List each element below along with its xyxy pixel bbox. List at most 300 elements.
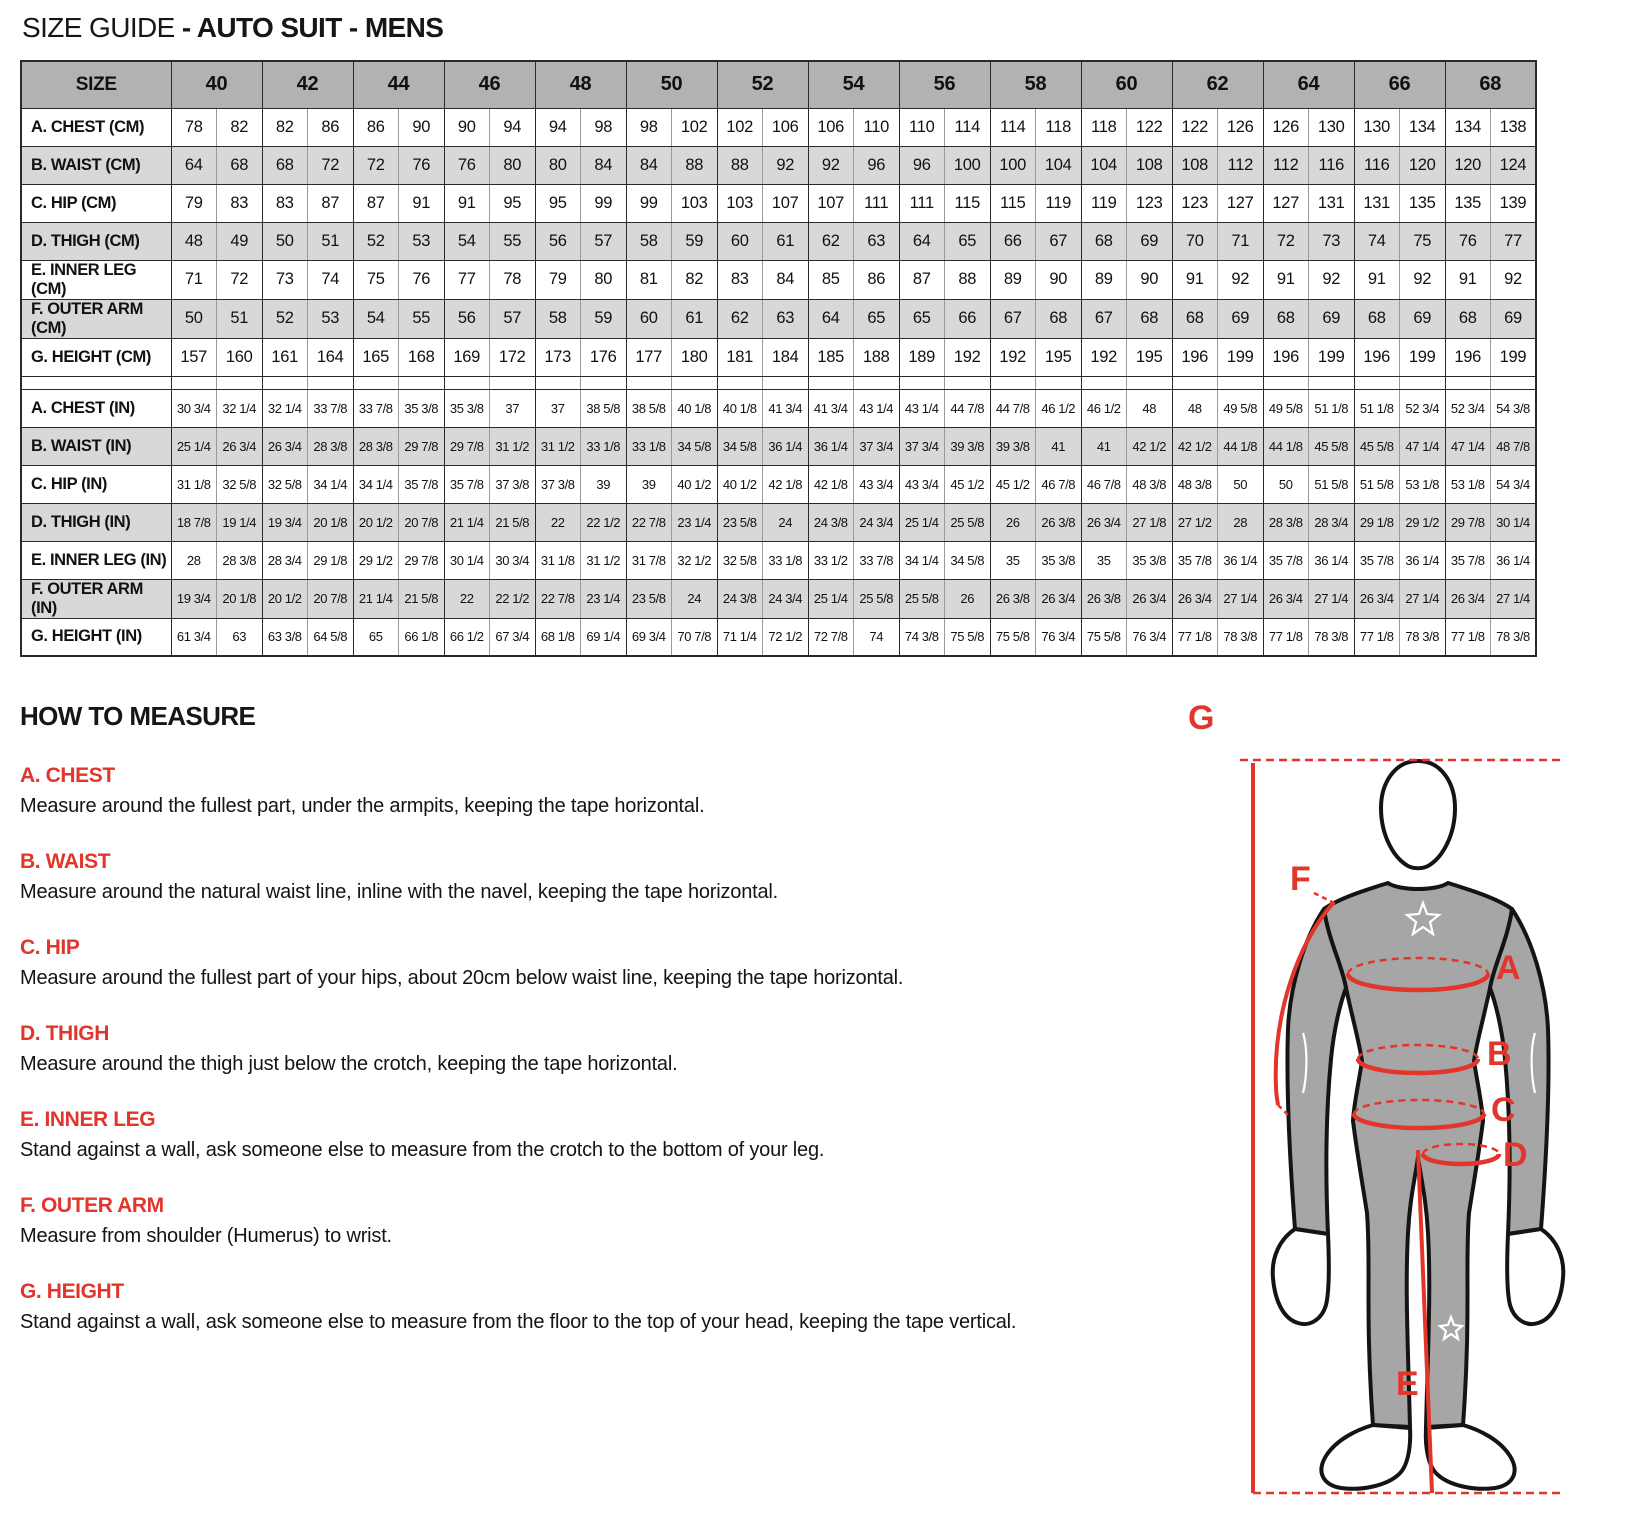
size-cell: 90 bbox=[399, 108, 445, 146]
size-cell: 37 3/8 bbox=[535, 465, 581, 503]
size-cell: 43 1/4 bbox=[899, 389, 945, 427]
size-cell: 107 bbox=[808, 184, 854, 222]
size-cell: 169 bbox=[444, 338, 490, 376]
size-header: 48 bbox=[535, 61, 626, 108]
table-row bbox=[21, 503, 1536, 541]
size-cell: 28 3/8 bbox=[217, 541, 263, 579]
size-cell: 35 7/8 bbox=[444, 465, 490, 503]
size-cell: 26 3/4 bbox=[1081, 503, 1127, 541]
measure-item-label: C. HIP bbox=[20, 936, 80, 959]
size-cell: 26 3/4 bbox=[1354, 579, 1400, 618]
size-cell: 180 bbox=[672, 338, 718, 376]
size-cell: 36 1/4 bbox=[763, 427, 809, 465]
size-cell: 26 3/4 bbox=[1172, 579, 1218, 618]
size-cell: 61 bbox=[763, 222, 809, 260]
spacer-cell bbox=[854, 376, 900, 389]
size-cell: 41 3/4 bbox=[808, 389, 854, 427]
size-cell: 19 3/4 bbox=[262, 503, 308, 541]
size-cell: 26 3/8 bbox=[1081, 579, 1127, 618]
size-cell: 74 bbox=[308, 260, 354, 299]
size-cell: 69 bbox=[1218, 299, 1264, 338]
size-header: 54 bbox=[808, 61, 899, 108]
size-cell: 26 bbox=[990, 503, 1036, 541]
size-cell: 69 3/4 bbox=[626, 618, 672, 656]
size-cell: 39 bbox=[581, 465, 627, 503]
size-cell: 184 bbox=[763, 338, 809, 376]
table-header-row bbox=[21, 61, 1536, 108]
figure-right-foot bbox=[1425, 1425, 1514, 1489]
size-cell: 27 1/8 bbox=[1127, 503, 1173, 541]
size-cell: 25 5/8 bbox=[945, 503, 991, 541]
spacer-cell bbox=[217, 376, 263, 389]
size-cell: 43 3/4 bbox=[899, 465, 945, 503]
size-cell: 165 bbox=[353, 338, 399, 376]
size-cell: 108 bbox=[1127, 146, 1173, 184]
size-cell: 192 bbox=[945, 338, 991, 376]
size-cell: 88 bbox=[672, 146, 718, 184]
size-cell: 31 1/8 bbox=[171, 465, 217, 503]
size-cell: 81 bbox=[626, 260, 672, 299]
size-cell: 127 bbox=[1263, 184, 1309, 222]
size-cell: 116 bbox=[1354, 146, 1400, 184]
size-cell: 96 bbox=[854, 146, 900, 184]
figure-right-hand bbox=[1507, 1229, 1563, 1324]
size-cell: 54 3/4 bbox=[1491, 465, 1537, 503]
size-cell: 69 bbox=[1400, 299, 1446, 338]
measure-item-text: Measure from shoulder (Humerus) to wrist. bbox=[20, 1225, 392, 1247]
size-cell: 67 bbox=[1036, 222, 1082, 260]
spacer-cell bbox=[1491, 376, 1537, 389]
size-cell: 32 1/4 bbox=[217, 389, 263, 427]
size-cell: 53 bbox=[308, 299, 354, 338]
size-cell: 111 bbox=[899, 184, 945, 222]
measurement-figure bbox=[1176, 687, 1626, 1497]
spacer-cell bbox=[1172, 376, 1218, 389]
size-cell: 63 bbox=[217, 618, 263, 656]
measure-item-inner-leg bbox=[20, 1108, 1176, 1162]
size-cell: 33 7/8 bbox=[308, 389, 354, 427]
spacer-cell bbox=[535, 376, 581, 389]
measure-item-chest bbox=[20, 764, 1176, 818]
size-cell: 51 5/8 bbox=[1354, 465, 1400, 503]
size-cell: 79 bbox=[171, 184, 217, 222]
size-cell: 40 1/2 bbox=[672, 465, 718, 503]
size-cell: 116 bbox=[1309, 146, 1355, 184]
size-cell: 43 3/4 bbox=[854, 465, 900, 503]
size-cell: 177 bbox=[626, 338, 672, 376]
size-cell: 83 bbox=[717, 260, 763, 299]
size-cell: 20 1/8 bbox=[217, 579, 263, 618]
size-cell: 119 bbox=[1081, 184, 1127, 222]
spacer-cell bbox=[1081, 376, 1127, 389]
size-cell: 69 bbox=[1491, 299, 1537, 338]
size-cell: 27 1/4 bbox=[1491, 579, 1537, 618]
size-cell: 52 3/4 bbox=[1400, 389, 1446, 427]
size-cell: 176 bbox=[581, 338, 627, 376]
size-cell: 39 3/8 bbox=[945, 427, 991, 465]
figure-label-f: F bbox=[1289, 860, 1311, 898]
size-cell: 82 bbox=[262, 108, 308, 146]
size-cell: 76 bbox=[1445, 222, 1491, 260]
size-cell: 75 5/8 bbox=[1081, 618, 1127, 656]
size-cell: 33 7/8 bbox=[854, 541, 900, 579]
measure-item-label: B. WAIST bbox=[20, 850, 111, 873]
size-cell: 28 bbox=[1218, 503, 1264, 541]
page-title bbox=[22, 12, 1626, 44]
size-cell: 58 bbox=[535, 299, 581, 338]
size-cell: 86 bbox=[353, 108, 399, 146]
size-cell: 23 5/8 bbox=[626, 579, 672, 618]
size-cell: 42 1/2 bbox=[1127, 427, 1173, 465]
size-cell: 52 bbox=[353, 222, 399, 260]
size-cell: 20 7/8 bbox=[308, 579, 354, 618]
size-cell: 39 3/8 bbox=[990, 427, 1036, 465]
size-cell: 89 bbox=[1081, 260, 1127, 299]
size-cell: 114 bbox=[945, 108, 991, 146]
size-cell: 33 1/2 bbox=[808, 541, 854, 579]
size-cell: 172 bbox=[490, 338, 536, 376]
size-cell: 41 bbox=[1036, 427, 1082, 465]
size-cell: 72 bbox=[1263, 222, 1309, 260]
size-cell: 92 bbox=[1491, 260, 1537, 299]
size-cell: 29 1/2 bbox=[353, 541, 399, 579]
figure-label-g: G bbox=[1187, 699, 1215, 737]
size-header: 42 bbox=[262, 61, 353, 108]
size-cell: 70 7/8 bbox=[672, 618, 718, 656]
size-cell: 29 7/8 bbox=[1445, 503, 1491, 541]
size-cell: 26 3/8 bbox=[1036, 503, 1082, 541]
size-cell: 23 5/8 bbox=[717, 503, 763, 541]
size-cell: 56 bbox=[535, 222, 581, 260]
how-to-measure-heading: HOW TO MEASURE bbox=[20, 701, 256, 731]
size-cell: 196 bbox=[1445, 338, 1491, 376]
size-cell: 23 1/4 bbox=[581, 579, 627, 618]
size-cell: 126 bbox=[1218, 108, 1264, 146]
size-cell: 54 bbox=[444, 222, 490, 260]
row-label: E. INNER LEG (CM) bbox=[21, 260, 171, 299]
size-cell: 112 bbox=[1263, 146, 1309, 184]
spacer-cell bbox=[763, 376, 809, 389]
lower-section bbox=[20, 687, 1626, 1497]
size-cell: 68 bbox=[1263, 299, 1309, 338]
size-cell: 77 1/8 bbox=[1445, 618, 1491, 656]
size-cell: 48 7/8 bbox=[1491, 427, 1537, 465]
size-cell: 35 bbox=[1081, 541, 1127, 579]
size-cell: 31 7/8 bbox=[626, 541, 672, 579]
size-cell: 63 bbox=[854, 222, 900, 260]
size-cell: 50 bbox=[1263, 465, 1309, 503]
size-cell: 98 bbox=[581, 108, 627, 146]
size-cell: 119 bbox=[1036, 184, 1082, 222]
size-cell: 75 bbox=[1400, 222, 1446, 260]
size-corner-header: SIZE bbox=[21, 61, 171, 108]
size-cell: 78 3/8 bbox=[1400, 618, 1446, 656]
measure-item-text: Measure around the fullest part of your hips, about 20cm below waist line, keeping the tape horizontal. bbox=[20, 967, 904, 989]
size-cell: 107 bbox=[763, 184, 809, 222]
size-cell: 42 1/2 bbox=[1172, 427, 1218, 465]
size-cell: 68 bbox=[1172, 299, 1218, 338]
size-cell: 22 1/2 bbox=[581, 503, 627, 541]
size-cell: 68 bbox=[1127, 299, 1173, 338]
row-label: A. CHEST (CM) bbox=[21, 108, 171, 146]
size-cell: 60 bbox=[626, 299, 672, 338]
size-cell: 72 bbox=[353, 146, 399, 184]
size-cell: 25 5/8 bbox=[899, 579, 945, 618]
measure-item-thigh bbox=[20, 1022, 1176, 1076]
size-cell: 34 5/8 bbox=[945, 541, 991, 579]
size-cell: 77 1/8 bbox=[1172, 618, 1218, 656]
size-cell: 33 1/8 bbox=[763, 541, 809, 579]
size-cell: 31 1/8 bbox=[535, 541, 581, 579]
size-cell: 85 bbox=[808, 260, 854, 299]
size-cell: 120 bbox=[1445, 146, 1491, 184]
size-cell: 65 bbox=[854, 299, 900, 338]
size-cell: 92 bbox=[808, 146, 854, 184]
size-cell: 86 bbox=[854, 260, 900, 299]
spacer-cell bbox=[1218, 376, 1264, 389]
size-cell: 66 1/2 bbox=[444, 618, 490, 656]
size-cell: 89 bbox=[990, 260, 1036, 299]
how-to-measure-section bbox=[20, 687, 1176, 1497]
size-cell: 66 bbox=[945, 299, 991, 338]
size-cell: 88 bbox=[717, 146, 763, 184]
size-cell: 192 bbox=[1081, 338, 1127, 376]
size-header: 40 bbox=[171, 61, 262, 108]
size-cell: 134 bbox=[1445, 108, 1491, 146]
size-cell: 67 bbox=[1081, 299, 1127, 338]
size-cell: 40 1/2 bbox=[717, 465, 763, 503]
size-cell: 90 bbox=[1036, 260, 1082, 299]
size-cell: 103 bbox=[717, 184, 763, 222]
size-cell: 196 bbox=[1172, 338, 1218, 376]
size-cell: 100 bbox=[990, 146, 1036, 184]
size-cell: 74 bbox=[1354, 222, 1400, 260]
size-cell: 114 bbox=[990, 108, 1036, 146]
size-cell: 69 bbox=[1309, 299, 1355, 338]
size-cell: 22 7/8 bbox=[535, 579, 581, 618]
size-cell: 185 bbox=[808, 338, 854, 376]
size-cell: 196 bbox=[1354, 338, 1400, 376]
size-cell: 32 5/8 bbox=[717, 541, 763, 579]
size-cell: 20 1/8 bbox=[308, 503, 354, 541]
size-cell: 40 1/8 bbox=[672, 389, 718, 427]
size-cell: 57 bbox=[581, 222, 627, 260]
size-cell: 76 bbox=[444, 146, 490, 184]
size-cell: 51 1/8 bbox=[1309, 389, 1355, 427]
size-header: 44 bbox=[353, 61, 444, 108]
spacer-row bbox=[21, 376, 1536, 389]
size-cell: 65 bbox=[899, 299, 945, 338]
spacer-cell bbox=[1354, 376, 1400, 389]
figure-label-c: C bbox=[1490, 1091, 1516, 1129]
size-header: 66 bbox=[1354, 61, 1445, 108]
size-cell: 104 bbox=[1081, 146, 1127, 184]
spacer-cell bbox=[21, 376, 171, 389]
figure-left-arm bbox=[1287, 909, 1346, 1234]
size-cell: 72 7/8 bbox=[808, 618, 854, 656]
size-cell: 29 7/8 bbox=[444, 427, 490, 465]
size-cell: 37 3/4 bbox=[899, 427, 945, 465]
size-cell: 73 bbox=[262, 260, 308, 299]
size-cell: 188 bbox=[854, 338, 900, 376]
size-cell: 62 bbox=[808, 222, 854, 260]
size-cell: 25 5/8 bbox=[854, 579, 900, 618]
size-cell: 36 1/4 bbox=[1309, 541, 1355, 579]
table-row bbox=[21, 338, 1536, 376]
size-cell: 189 bbox=[899, 338, 945, 376]
size-cell: 26 3/4 bbox=[1036, 579, 1082, 618]
row-label: A. CHEST (IN) bbox=[21, 389, 171, 427]
size-cell: 27 1/4 bbox=[1218, 579, 1264, 618]
measure-item-label: E. INNER LEG bbox=[20, 1108, 156, 1131]
size-cell: 23 1/4 bbox=[672, 503, 718, 541]
size-cell: 21 5/8 bbox=[490, 503, 536, 541]
size-cell: 19 3/4 bbox=[171, 579, 217, 618]
size-cell: 48 3/8 bbox=[1172, 465, 1218, 503]
size-cell: 24 bbox=[672, 579, 718, 618]
figure-head bbox=[1381, 761, 1455, 868]
size-cell: 77 bbox=[1491, 222, 1537, 260]
body-diagram bbox=[1176, 687, 1626, 1497]
size-cell: 66 bbox=[990, 222, 1036, 260]
spacer-cell bbox=[1263, 376, 1309, 389]
spacer-cell bbox=[1127, 376, 1173, 389]
size-cell: 24 bbox=[763, 503, 809, 541]
size-cell: 20 1/2 bbox=[262, 579, 308, 618]
table-row bbox=[21, 260, 1536, 299]
size-cell: 35 bbox=[990, 541, 1036, 579]
spacer-cell bbox=[945, 376, 991, 389]
size-cell: 84 bbox=[581, 146, 627, 184]
size-cell: 41 bbox=[1081, 427, 1127, 465]
size-header: 56 bbox=[899, 61, 990, 108]
size-cell: 50 bbox=[1218, 465, 1264, 503]
size-cell: 54 3/8 bbox=[1491, 389, 1537, 427]
size-cell: 35 7/8 bbox=[1263, 541, 1309, 579]
size-cell: 78 bbox=[490, 260, 536, 299]
size-cell: 199 bbox=[1309, 338, 1355, 376]
size-cell: 99 bbox=[626, 184, 672, 222]
size-cell: 32 1/2 bbox=[672, 541, 718, 579]
size-cell: 44 1/8 bbox=[1218, 427, 1264, 465]
size-cell: 32 5/8 bbox=[262, 465, 308, 503]
size-cell: 88 bbox=[945, 260, 991, 299]
spacer-cell bbox=[171, 376, 217, 389]
size-cell: 104 bbox=[1036, 146, 1082, 184]
size-cell: 95 bbox=[535, 184, 581, 222]
size-cell: 52 3/4 bbox=[1445, 389, 1491, 427]
size-cell: 76 3/4 bbox=[1127, 618, 1173, 656]
size-cell: 77 1/8 bbox=[1263, 618, 1309, 656]
size-cell: 72 bbox=[308, 146, 354, 184]
size-cell: 22 1/2 bbox=[490, 579, 536, 618]
size-cell: 25 1/4 bbox=[171, 427, 217, 465]
size-cell: 37 3/8 bbox=[490, 465, 536, 503]
spacer-cell bbox=[444, 376, 490, 389]
size-cell: 34 5/8 bbox=[717, 427, 763, 465]
size-cell: 53 1/8 bbox=[1400, 465, 1446, 503]
size-cell: 44 1/8 bbox=[1263, 427, 1309, 465]
size-cell: 29 1/8 bbox=[308, 541, 354, 579]
size-cell: 60 bbox=[717, 222, 763, 260]
size-cell: 82 bbox=[217, 108, 263, 146]
table-row bbox=[21, 427, 1536, 465]
size-cell: 82 bbox=[672, 260, 718, 299]
size-cell: 102 bbox=[672, 108, 718, 146]
size-cell: 18 7/8 bbox=[171, 503, 217, 541]
size-cell: 100 bbox=[945, 146, 991, 184]
size-cell: 38 5/8 bbox=[581, 389, 627, 427]
size-cell: 79 bbox=[535, 260, 581, 299]
size-cell: 84 bbox=[763, 260, 809, 299]
row-label: C. HIP (IN) bbox=[21, 465, 171, 503]
size-cell: 26 3/4 bbox=[1263, 579, 1309, 618]
size-cell: 92 bbox=[1309, 260, 1355, 299]
size-cell: 29 1/8 bbox=[1354, 503, 1400, 541]
size-cell: 46 7/8 bbox=[1036, 465, 1082, 503]
size-cell: 28 3/8 bbox=[1263, 503, 1309, 541]
spacer-cell bbox=[308, 376, 354, 389]
table-row bbox=[21, 299, 1536, 338]
size-cell: 135 bbox=[1400, 184, 1446, 222]
size-cell: 99 bbox=[581, 184, 627, 222]
size-cell: 106 bbox=[763, 108, 809, 146]
size-cell: 24 3/4 bbox=[854, 503, 900, 541]
size-cell: 68 bbox=[1354, 299, 1400, 338]
size-cell: 94 bbox=[535, 108, 581, 146]
size-cell: 106 bbox=[808, 108, 854, 146]
size-cell: 27 1/2 bbox=[1172, 503, 1218, 541]
size-cell: 80 bbox=[490, 146, 536, 184]
size-cell: 80 bbox=[535, 146, 581, 184]
size-cell: 118 bbox=[1081, 108, 1127, 146]
size-cell: 92 bbox=[1218, 260, 1264, 299]
size-cell: 61 3/4 bbox=[171, 618, 217, 656]
size-cell: 66 1/8 bbox=[399, 618, 445, 656]
size-cell: 87 bbox=[353, 184, 399, 222]
spacer-cell bbox=[717, 376, 763, 389]
spacer-cell bbox=[1036, 376, 1082, 389]
size-cell: 91 bbox=[399, 184, 445, 222]
size-cell: 31 1/2 bbox=[535, 427, 581, 465]
size-cell: 26 3/4 bbox=[1445, 579, 1491, 618]
size-cell: 139 bbox=[1491, 184, 1537, 222]
size-cell: 74 bbox=[854, 618, 900, 656]
size-cell: 76 bbox=[399, 260, 445, 299]
size-cell: 37 3/4 bbox=[854, 427, 900, 465]
size-cell: 122 bbox=[1172, 108, 1218, 146]
size-cell: 31 1/2 bbox=[581, 541, 627, 579]
size-cell: 21 5/8 bbox=[399, 579, 445, 618]
size-cell: 67 bbox=[990, 299, 1036, 338]
size-cell: 195 bbox=[1036, 338, 1082, 376]
size-header: 52 bbox=[717, 61, 808, 108]
size-cell: 76 bbox=[399, 146, 445, 184]
size-cell: 36 1/4 bbox=[1491, 541, 1537, 579]
size-cell: 78 3/8 bbox=[1218, 618, 1264, 656]
measure-item-label: A. CHEST bbox=[20, 764, 115, 787]
size-cell: 108 bbox=[1172, 146, 1218, 184]
spacer-cell bbox=[1400, 376, 1446, 389]
size-cell: 138 bbox=[1491, 108, 1537, 146]
size-cell: 27 1/4 bbox=[1400, 579, 1446, 618]
figure-label-a: A bbox=[1495, 949, 1521, 987]
size-cell: 110 bbox=[854, 108, 900, 146]
size-cell: 86 bbox=[308, 108, 354, 146]
size-cell: 91 bbox=[1445, 260, 1491, 299]
row-label: F. OUTER ARM (IN) bbox=[21, 579, 171, 618]
page-title-bold: - AUTO SUIT - MENS bbox=[181, 12, 444, 43]
